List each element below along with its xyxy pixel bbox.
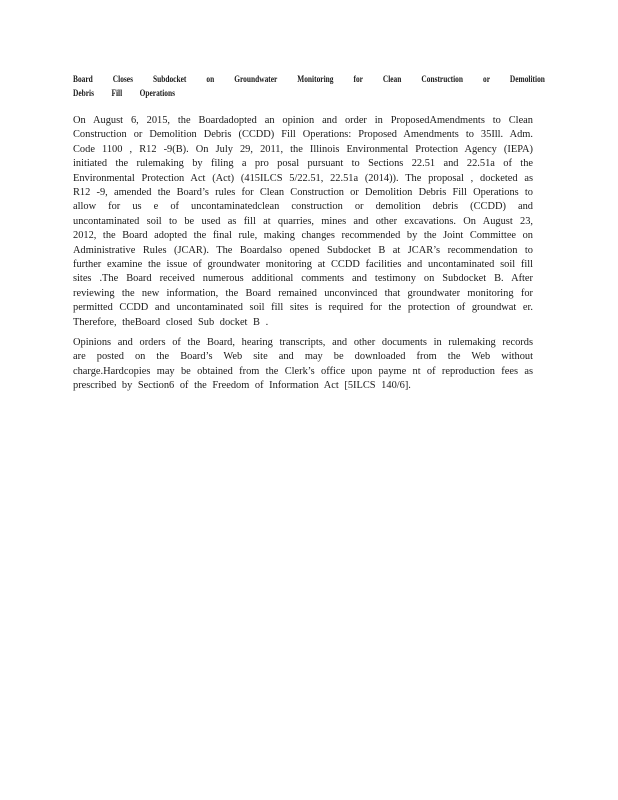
- body-paragraph-2: Opinions and orders of the Board, hearing transcripts, and other documents in rulemaking records are posted on the Board’s Web site and may be downloaded from the Web without charge.Hardcopies may be obtained from the Clerk’s office upon payme nt of reproduction fees as prescribed by Section6 of the Freedom of Information Act [5ILCS 140/6].: [73, 337, 533, 392]
- document-title: Board Closes Subdocket on Groundwater Monitoring for Clean Construction or Demolition Debris Fill Operations: [73, 75, 545, 99]
- body-paragraph-1: On August 6, 2015, the Boardadopted an opinion and order in ProposedAmendments to Clean Construction or Demolition Debris (CCDD) Fill Operations: Proposed Amendments to 35Ill. Adm. Code 1100 , R12 -9(B). On July 29, 2011, the Illinois Environmental Protection Agency (IEPA) initiated the rulemaking by filing a pro posal pursuant to Sections 22.51 and 22.51a of the Environmental Protection Act (Act) (415ILCS 5/22.51, 22.51a (2014)). The proposal , docketed as R12 -9, amended the Board’s rules for Clean Construction or Demolition Debris Fill Operations to allow for us e of uncontaminatedclean construction or demolition debris (CCDD) and uncontaminated soil to be used as fill at quarries, mines and other excavations. On August 23, 2012, the Board adopted the final rule, making changes recommended by the Joint Committee on Administrative Rules (JCAR). The Boardalso opened Subdocket B at JCAR’s recommendation to further examine the issue of groundwater monitoring at CCDD facilities and uncontaminated soil fill sites .The Board received numerous additional comments and testimony on Subdocket B. After reviewing the new information, the Board remained unconvinced that groundwater monitoring for permitted CCDD and uncontaminated soil fill sites is required for the protection of groundwat er. Therefore, theBoard closed Sub docket B .: [73, 115, 533, 328]
